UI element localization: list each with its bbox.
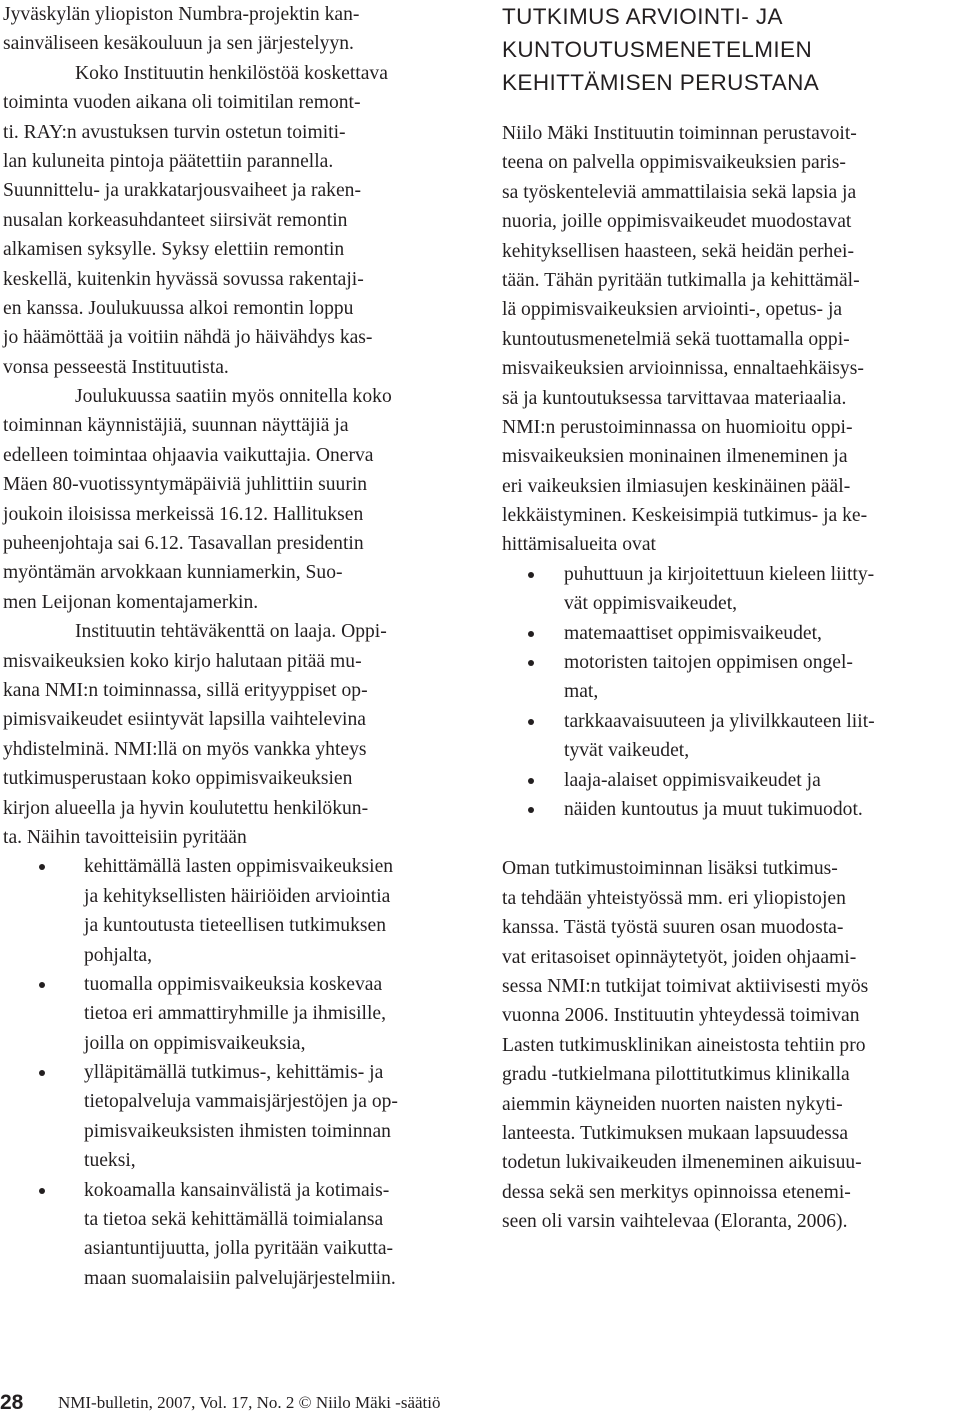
paragraph-spacer	[502, 99, 960, 119]
list-item-line	[3, 970, 461, 999]
text-line: kehityksellisen haasteen, sekä heidän perhei-	[502, 240, 855, 262]
left-column	[3, 0, 461, 1293]
text-line: nusalan korkeasuhdanteet siirsivät remontin	[3, 209, 348, 231]
text-line: Niilo Mäki Instituutin toiminnan perustavoit-	[502, 123, 857, 144]
text-line: kanssa. Tästä työstä suuren osan muodosta-	[502, 917, 844, 939]
text-line: kana NMI:n toiminnassa, sillä erityyppiset op-	[3, 679, 368, 701]
text-line: dessa sekä sen merkitys opinnoissa etenemi-	[502, 1181, 851, 1203]
list-item-text: näiden kuntoutus ja muut tukimuodot.	[564, 798, 863, 820]
text-line: sa työskenteleviä ammattilaisia sekä lapsia ja	[502, 181, 857, 203]
list-item-line	[502, 766, 960, 795]
bullet-icon	[528, 631, 534, 637]
list-item-text: maan suomalaisiin palvelujärjestelmiin.	[84, 1267, 396, 1289]
list-item-text: motoristen taitojen oppimisen ongel-	[564, 652, 853, 674]
text-line: Suunnittelu- ja urakkatarjousvaiheet ja raken-	[3, 180, 361, 202]
section-heading-line: KEHITTÄMISEN PERUSTANA	[502, 70, 820, 95]
text-line: alkamisen syksylle. Syksy elettiin remontin	[3, 239, 345, 261]
list-item-line	[3, 1234, 461, 1263]
list-item-line	[3, 1205, 461, 1234]
list-item-line	[3, 1029, 461, 1058]
list-item-line	[3, 911, 461, 940]
list-item-line	[502, 707, 960, 736]
paragraph-first-line: Koko Instituutin henkilöstöä koskettava	[75, 62, 388, 84]
text-line: tään. Tähän pyritään tutkimalla ja kehittämäl-	[502, 269, 860, 291]
text-line: joukoin iloisissa merkeissä 16.12. Hallituksen	[3, 503, 364, 525]
page-footer	[0, 1384, 960, 1421]
text-line: eri vaikeuksien ilmiasujen keskinäinen pääl-	[502, 475, 851, 497]
list-item-text: vät oppimisvaikeudet,	[564, 593, 738, 615]
text-line: Oman tutkimustoiminnan lisäksi tutkimus-	[502, 858, 838, 880]
list-item-line	[3, 1087, 461, 1116]
bullet-icon	[528, 572, 534, 578]
list-item-line	[3, 852, 461, 881]
list-item-line	[502, 677, 960, 706]
list-item-text: tueksi,	[84, 1150, 136, 1172]
text-line: myöntämän arvokkaan kunniamerkin, Suo-	[3, 562, 343, 584]
text-line: puheenjohtaja sai 6.12. Tasavallan presidentin	[3, 533, 364, 555]
bullet-icon	[528, 660, 534, 666]
list-item-text: kokoamalla kansainvälistä ja kotimais-	[84, 1179, 390, 1201]
paragraph-spacer	[502, 824, 960, 854]
text-line: sainväliseen kesäkouluun ja sen järjestelyyn.	[3, 33, 354, 55]
text-line: nuoria, joille oppimisvaikeudet muodostavat	[502, 211, 852, 233]
list-item-text: mat,	[564, 681, 599, 703]
text-line: en kanssa. Joulukuussa alkoi remontin loppu	[3, 297, 354, 319]
text-line: misvaikeuksien arvioinnissa, ennaltaehkäisys-	[502, 358, 864, 380]
text-line: lan kuluneita pintoja päätettiin parannella.	[3, 150, 334, 172]
text-line: sä ja kuntoutuksessa tarvittavaa materiaalia.	[502, 387, 847, 409]
text-line: sessa NMI:n tutkijat toimivat aktiivisesti myös	[502, 975, 869, 997]
footer-citation: NMI-bulletin, 2007, Vol. 17, No. 2 © Niilo Mäki -säätiö	[58, 1393, 441, 1412]
list-item-text: matemaattiset oppimisvaikeudet,	[564, 622, 822, 644]
text-line: jo häämöttää ja voitiin nähdä jo häivähdys kas-	[3, 327, 373, 349]
bullet-icon	[528, 778, 534, 784]
list-item-text: tietopalveluja vammaisjärjestöjen ja op-	[84, 1091, 398, 1113]
text-line: yhdistelminä. NMI:llä on myös vankka yhteys	[3, 738, 367, 760]
text-line: toiminta vuoden aikana oli toimitilan remont-	[3, 92, 361, 114]
text-line: ta. Näihin tavoitteisiin pyritään	[3, 826, 247, 848]
list-item-line	[3, 999, 461, 1028]
bullet-icon	[39, 1070, 45, 1076]
bullet-icon	[528, 807, 534, 813]
text-line: ta tehdään yhteistyössä mm. eri yliopistojen	[502, 887, 846, 909]
text-line: Lasten tutkimusklinikan aineistosta tehtiin pro	[502, 1034, 866, 1056]
text-line: vat eritasoiset opinnäytetyöt, joiden ohjaami-	[502, 946, 857, 968]
text-line: keskellä, kuitenkin hyvässä sovussa rakentaji-	[3, 268, 364, 290]
page-number: 28	[0, 1391, 24, 1414]
text-line: vonsa pesseestä Instituutista.	[3, 356, 229, 378]
list-item-text: asiantuntijuutta, jolla pyritään vaikutta-	[84, 1238, 394, 1260]
text-line: lanteesta. Tutkimuksen mukaan lapsuudessa	[502, 1122, 849, 1144]
text-line: hittämisalueita ovat	[502, 534, 656, 556]
list-item-text: joilla on oppimisvaikeuksia,	[84, 1032, 306, 1054]
text-line: Mäen 80-vuotissyntymäpäiviä juhlittiin suurin	[3, 474, 368, 496]
text-line: kirjon alueella ja hyvin koulutettu henkilökun-	[3, 797, 369, 819]
text-line: misvaikeuksien koko kirjo halutaan pitää mu-	[3, 650, 362, 672]
list-item-text: ja kuntoutusta tieteellisen tutkimuksen	[84, 915, 387, 937]
list-item-line	[502, 560, 960, 589]
list-item-line	[3, 1058, 461, 1087]
text-line: pimisvaikeudet esiintyvät lapsilla vaihtelevina	[3, 709, 366, 731]
bullet-icon	[528, 719, 534, 725]
list-item-text: tietoa eri ammattiryhmille ja ihmisille,	[84, 1003, 386, 1025]
text-line: NMI:n perustoiminnassa on huomioitu oppi-	[502, 416, 853, 438]
list-item-text: ja kehityksellisten häiriöiden arviointia	[84, 885, 391, 907]
paragraph-first-line: Instituutin tehtäväkenttä on laaja. Oppi-	[75, 621, 387, 643]
text-line: men Leijonan komentajamerkin.	[3, 591, 259, 613]
list-item-line	[3, 1117, 461, 1146]
text-line: Jyväskylän yliopiston Numbra-projektin kan-	[3, 4, 360, 25]
text-line: teena on palvella oppimisvaikeuksien paris-	[502, 152, 846, 174]
list-item-text: puhuttuun ja kirjoitettuun kieleen liitty-	[564, 563, 875, 585]
text-line: gradu -tutkielmana pilottitutkimus klinikalla	[502, 1064, 850, 1086]
text-line: misvaikeuksien moninainen ilmeneminen ja	[502, 446, 848, 468]
list-item-text: laaja-alaiset oppimisvaikeudet ja	[564, 769, 821, 791]
text-line: seen oli varsin vaihtelevaa (Eloranta, 2006).	[502, 1211, 848, 1233]
list-item-text: kehittämällä lasten oppimisvaikeuksien	[84, 856, 394, 878]
list-item-line	[502, 619, 960, 648]
text-line: tutkimusperustaan koko oppimisvaikeuksien	[3, 768, 353, 790]
list-item-text: ta tietoa sekä kehittämällä toimialansa	[84, 1209, 384, 1231]
list-item-text: tuomalla oppimisvaikeuksia koskevaa	[84, 973, 383, 995]
right-column	[502, 0, 960, 1236]
list-item-line	[502, 589, 960, 618]
list-item-line	[3, 1264, 461, 1293]
text-line: toiminnan käynnistäjiä, suunnan näyttäjiä ja	[3, 415, 349, 437]
text-line: lä oppimisvaikeuksien arviointi-, opetus- ja	[502, 299, 843, 321]
list-item-text: pohjalta,	[84, 944, 153, 966]
list-item-line	[502, 795, 960, 824]
text-line: edelleen toimintaa ohjaavia vaikuttajia. Onerva	[3, 444, 374, 466]
text-line: vuonna 2006. Instituutin yhteydessä toimivan	[502, 1005, 860, 1027]
list-item-line	[502, 736, 960, 765]
text-line: todetun lukivaikeuden ilmeneminen aikuisuu-	[502, 1152, 862, 1174]
text-line: lekkäistyminen. Keskeisimpiä tutkimus- ja ke-	[502, 505, 868, 527]
bullet-icon	[39, 864, 45, 870]
section-heading-line: TUTKIMUS ARVIOINTI- JA	[502, 4, 783, 29]
text-line: aiemmin käyneiden nuorten naisten nykyti-	[502, 1093, 843, 1115]
paragraph-first-line: Joulukuussa saatiin myös onnitella koko	[75, 386, 392, 408]
list-item-text: ylläpitämällä tutkimus-, kehittämis- ja	[84, 1062, 384, 1084]
list-item-text: tyvät vaikeudet,	[564, 740, 690, 762]
text-line: ti. RAY:n avustuksen turvin ostetun toimiti-	[3, 121, 346, 143]
list-item-line	[3, 941, 461, 970]
text-line: kuntoutusmenetelmiä sekä tuottamalla oppi-	[502, 328, 850, 350]
section-heading-line: KUNTOUTUSMENETELMIEN	[502, 37, 813, 62]
list-item-text: pimisvaikeuksisten ihmisten toiminnan	[84, 1120, 391, 1142]
list-item-text: tarkkaavaisuuteen ja ylivilkkauteen liit-	[564, 710, 875, 732]
list-item-line	[3, 1146, 461, 1175]
list-item-line	[3, 1176, 461, 1205]
list-item-line	[502, 648, 960, 677]
bullet-icon	[39, 982, 45, 988]
list-item-line	[3, 882, 461, 911]
bullet-icon	[39, 1188, 45, 1194]
